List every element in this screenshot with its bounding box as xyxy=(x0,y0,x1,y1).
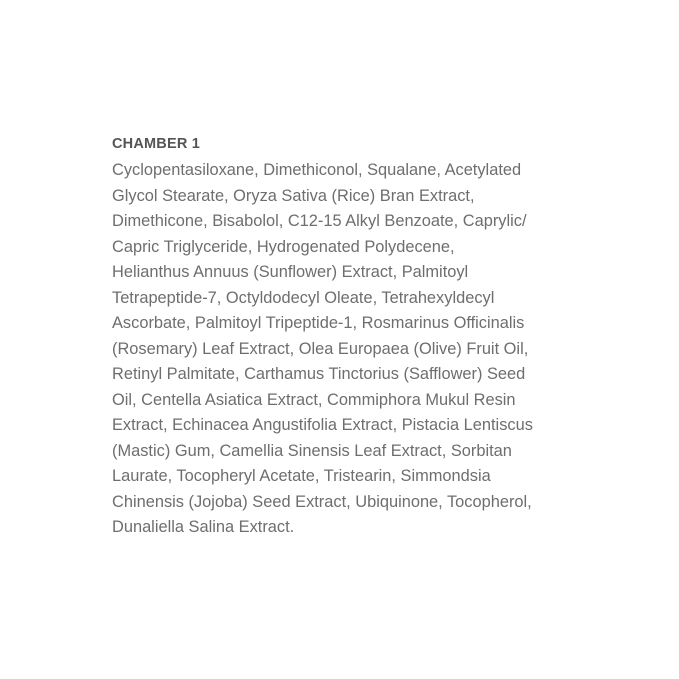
chamber-heading: CHAMBER 1 xyxy=(112,136,200,152)
ingredient-line: (Mastic) Gum, Camellia Sinensis Leaf Extract, Sorbitan xyxy=(112,441,512,460)
ingredient-line: Laurate, Tocopheryl Acetate, Tristearin, Simmondsia xyxy=(112,467,491,485)
ingredient-line: Retinyl Palmitate, Carthamus Tinctorius (Safflower) Seed xyxy=(112,365,526,383)
ingredient-line: Chinensis (Jojoba) Seed Extract, Ubiquinone, Tocopherol, xyxy=(112,492,532,511)
ingredient-line: Oil, Centella Asiatica Extract, Commiphora Mukul Resin xyxy=(112,390,516,409)
ingredient-line: Capric Triglyceride, Hydrogenated Polydecene, xyxy=(112,237,455,256)
ingredient-line: Dunaliella Salina Extract. xyxy=(112,518,295,536)
ingredient-line: (Rosemary) Leaf Extract, Olea Europaea (Olive) Fruit Oil, xyxy=(112,339,529,358)
ingredient-line: Cyclopentasiloxane, Dimethiconol, Squalane, Acetylated xyxy=(112,161,522,179)
ingredient-line: Extract, Echinacea Angustifolia Extract, Pistacia Lentiscus xyxy=(112,416,533,434)
ingredients-panel xyxy=(112,134,582,541)
ingredient-line: Tetrapeptide-7, Octyldodecyl Oleate, Tetrahexyldecyl xyxy=(112,288,495,307)
ingredients-list xyxy=(112,158,582,541)
ingredient-line: Helianthus Annuus (Sunflower) Extract, Palmitoyl xyxy=(112,263,469,281)
ingredient-line: Glycol Stearate, Oryza Sativa (Rice) Bran Extract, xyxy=(112,186,475,205)
ingredient-line: Ascorbate, Palmitoyl Tripeptide-1, Rosmarinus Officinalis xyxy=(112,314,525,332)
ingredient-line: Dimethicone, Bisabolol, C12-15 Alkyl Benzoate, Caprylic/ xyxy=(112,212,527,230)
